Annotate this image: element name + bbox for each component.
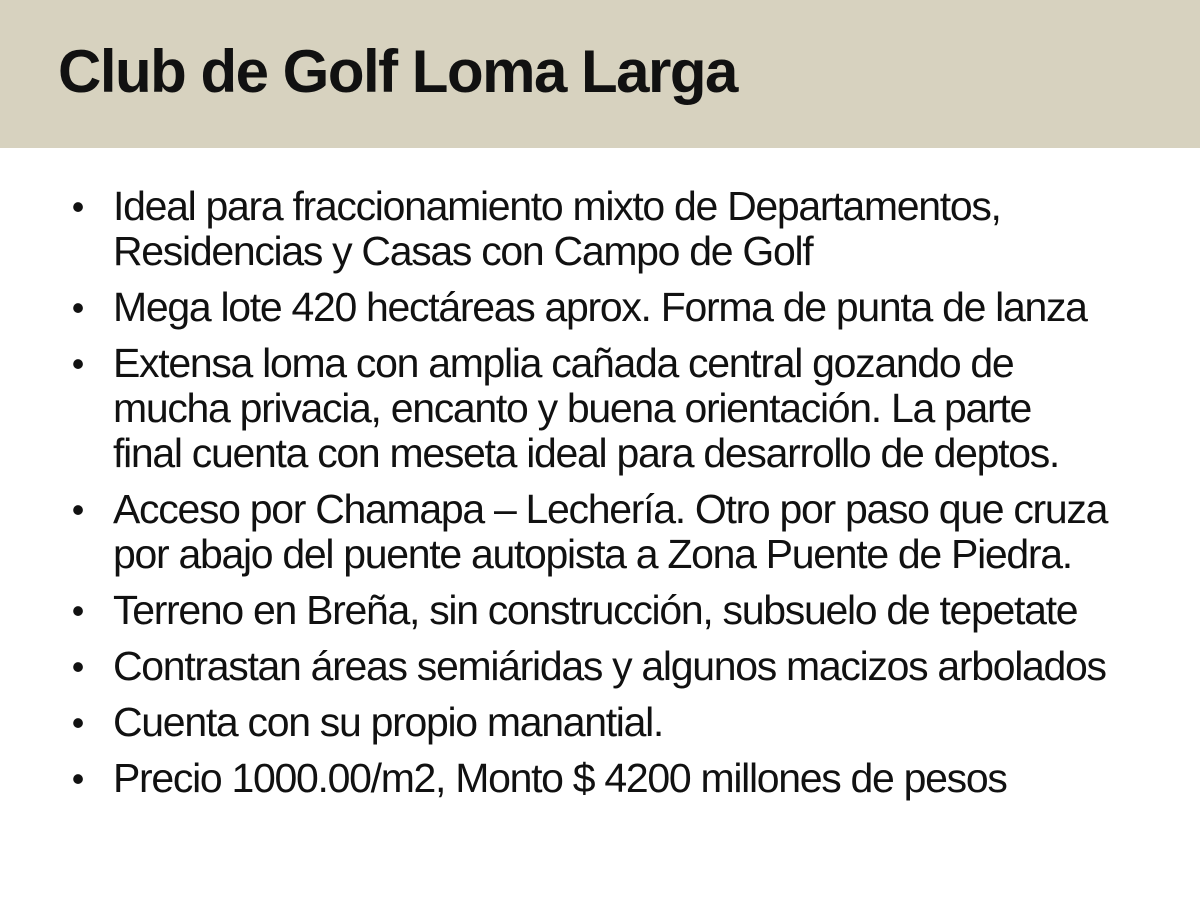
bullet-text-line: Precio 1000.00/m2, Monto $ 4200 millones de pesos — [113, 755, 1007, 801]
bullet-marker: • — [71, 702, 85, 743]
bullet-text-line: Contrastan áreas semiáridas y algunos macizos arbolados — [113, 643, 1106, 689]
title-bar — [0, 0, 1200, 148]
bullet-text-line: Cuenta con su propio manantial. — [113, 699, 664, 745]
bullet-item — [0, 285, 1200, 330]
bullet-item — [0, 644, 1200, 689]
bullet-text-line: Residencias y Casas con Campo de Golf — [113, 228, 813, 274]
bullet-marker: • — [71, 646, 85, 687]
bullet-marker: • — [71, 343, 85, 384]
bullet-item — [0, 341, 1200, 476]
bullet-marker: • — [71, 489, 85, 530]
bullet-text-line: Ideal para fraccionamiento mixto de Departamentos, — [113, 183, 1001, 229]
bullet-marker: • — [71, 758, 85, 799]
bullet-text-line: Extensa loma con amplia cañada central gozando de — [113, 340, 1014, 386]
bullet-item — [0, 588, 1200, 633]
bullet-text-line: Acceso por Chamapa – Lechería. Otro por paso que cruza — [113, 486, 1108, 532]
bullet-text-line: por abajo del puente autopista a Zona Puente de Piedra. — [113, 531, 1072, 577]
bullet-item — [0, 756, 1200, 801]
bullet-marker: • — [71, 590, 85, 631]
page-title: Club de Golf Loma Larga — [58, 38, 737, 105]
bullet-item — [0, 487, 1200, 577]
bullet-marker: • — [71, 287, 85, 328]
bullet-item — [0, 700, 1200, 745]
bullet-list — [0, 184, 1200, 812]
bullet-text-line: Terreno en Breña, sin construcción, subsuelo de tepetate — [113, 587, 1078, 633]
bullet-text-line: final cuenta con meseta ideal para desarrollo de deptos. — [113, 430, 1060, 476]
bullet-text-line: Mega lote 420 hectáreas aprox. Forma de punta de lanza — [113, 284, 1087, 330]
bullet-text-line: mucha privacia, encanto y buena orientación. La parte — [113, 385, 1032, 431]
bullet-marker: • — [71, 186, 85, 227]
bullet-item — [0, 184, 1200, 274]
